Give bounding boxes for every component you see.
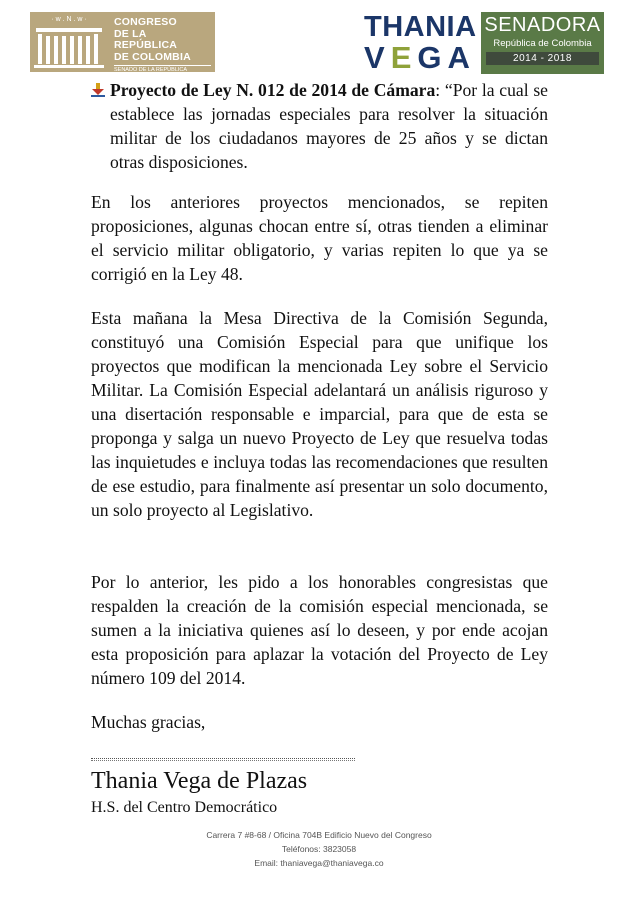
senadora-years: 2014 - 2018 — [486, 52, 599, 65]
thania-logo-v: V — [364, 40, 391, 75]
capitol-building-icon — [30, 12, 108, 72]
congreso-line1: CONGRESO — [114, 16, 177, 28]
senadora-country: República de Colombia — [493, 38, 592, 49]
bullet-item — [110, 78, 548, 174]
thania-logo-first: THANIA — [364, 11, 477, 43]
signature-line — [91, 758, 355, 759]
congreso-text — [108, 12, 215, 72]
bullet-title: Proyecto de Ley N. 012 de 2014 de Cámara — [110, 80, 436, 100]
congreso-line4: SENADO DE LA REPÚBLICA — [114, 65, 211, 72]
footer — [0, 828, 638, 870]
signature-line-secondary — [91, 760, 355, 761]
congreso-line2: DE LA REPÚBLICA — [114, 27, 178, 51]
congreso-logo — [30, 12, 215, 72]
footer-address: Carrera 7 #8-68 / Oficina 704B Edificio Nuevo del Congreso — [206, 830, 432, 840]
footer-phones: Teléfonos: 3823058 — [281, 844, 357, 854]
senadora-badge — [481, 12, 604, 74]
paragraph-1: En los anteriores proyectos mencionados, se repiten proposiciones, algunas chocan entre sí, otras tienden a eliminar el servicio militar obligatorio, y varias repiten lo que ya se corrigió en la Ley 48. — [91, 192, 548, 284]
thania-logo-last — [364, 40, 476, 75]
closing-line: Muchas gracias, — [91, 712, 206, 732]
congreso-top-mark: · w . N . w · — [51, 16, 87, 23]
thania-vega-logo — [364, 11, 477, 75]
download-arrow-icon — [90, 82, 106, 98]
paragraph-3: Por lo anterior, les pido a los honorables congresistas que respalden la creación de la comisión especial mencionada, se sumen a la iniciativa quienes así lo deseen, y por ende acojan esta proposición para aplazar la votación del Proyecto de Ley número 109 del 2014. — [91, 572, 548, 688]
signature-name: Thania Vega de Plazas — [91, 768, 308, 794]
senadora-role: SENADORA — [484, 14, 601, 36]
thania-logo-e: E — [390, 40, 418, 75]
bullet-text: : “Por la cual se establece las jornadas especiales para resolver la situación militar de los ciudadanos mayores de 25 años y se dictan otras disposiciones. — [110, 80, 548, 172]
signature-title: H.S. del Centro Democrático — [91, 799, 278, 816]
paragraph-2: Esta mañana la Mesa Directiva de la Comisión Segunda, constituyó una Comisión Especial para que unifique los proyectos que modifican la mencionada Ley sobre el Servicio Militar. La Comisión Especial adelantará un análisis riguroso y una disertación responsable e imparcial, para que de esta se proponga y salga un nuevo Proyecto de Ley que resuelva todas las inquietudes e incluya todas las recomendaciones que resulten de ese estudio, para finalmente así presentar un solo documento, un solo proyecto al Legislativo. — [91, 308, 548, 520]
thania-logo-ga: GA — [417, 40, 476, 75]
footer-email: Email: thaniavega@thaniavega.co — [254, 858, 384, 868]
congreso-line3: DE COLOMBIA — [114, 50, 191, 63]
